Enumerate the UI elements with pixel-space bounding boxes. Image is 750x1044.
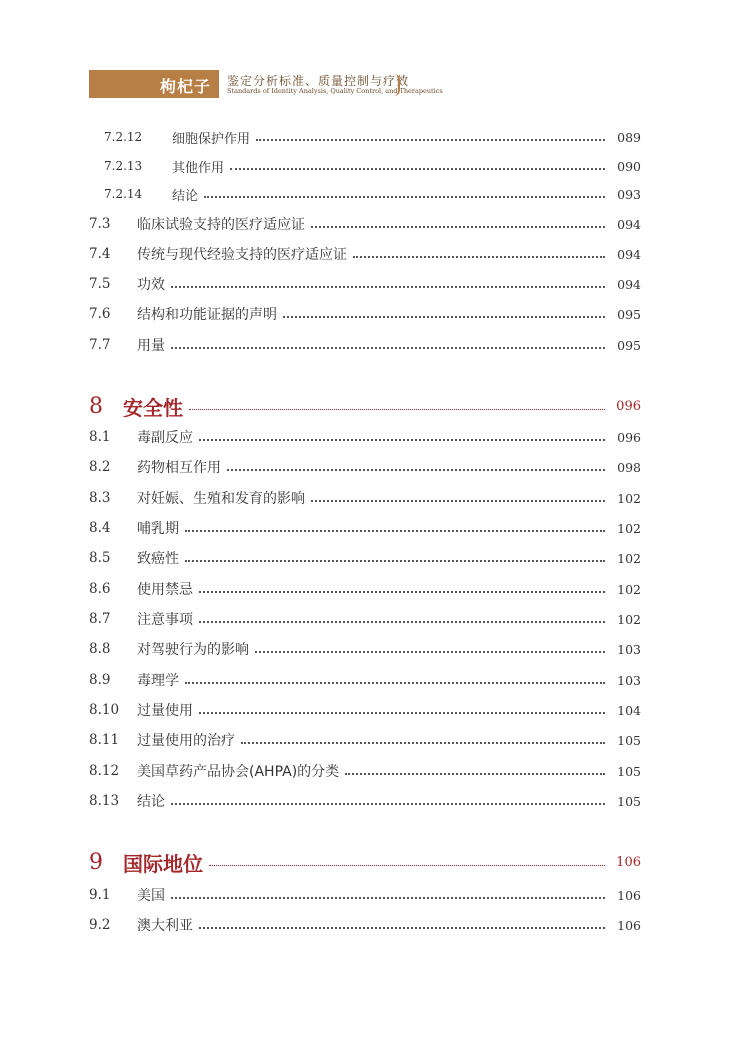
entry-title: 药物相互作用 (137, 460, 221, 476)
entry-page: 103 (617, 672, 641, 688)
chapter-number: 9 (89, 849, 103, 875)
entry-page: 095 (617, 306, 641, 322)
entry-title: 美国 (137, 888, 165, 904)
toc-entry-9-1[interactable] (89, 884, 641, 906)
entry-title: 注意事项 (137, 612, 193, 628)
entry-title: 细胞保护作用 (172, 131, 251, 147)
toc-entry-8-8[interactable] (89, 638, 641, 660)
entry-page: 102 (617, 581, 641, 597)
dot-leader (255, 651, 605, 653)
entry-title: 哺乳期 (137, 521, 179, 537)
toc-entry-8-6[interactable] (89, 578, 641, 600)
toc-entry-8-9[interactable] (89, 669, 641, 691)
entry-number: 8.7 (89, 611, 111, 627)
entry-page: 094 (617, 276, 641, 292)
dot-leader (204, 196, 605, 198)
entry-number: 7.7 (89, 337, 111, 353)
toc-entry-8-1[interactable] (89, 426, 641, 448)
dot-leader (185, 530, 605, 532)
toc-entry-7-2-14[interactable] (104, 183, 641, 205)
entry-number: 7.3 (89, 216, 111, 232)
book-subtitle-chinese: 鉴定分析标准、质量控制与疗效 (227, 74, 410, 88)
dot-leader (199, 621, 605, 623)
entry-number: 8.5 (89, 550, 111, 566)
toc-entry-8-5[interactable] (89, 547, 641, 569)
entry-title: 过量使用的治疗 (137, 733, 235, 749)
entry-number: 7.6 (89, 306, 111, 322)
entry-number: 8.6 (89, 581, 111, 597)
entry-page: 105 (617, 732, 641, 748)
dot-leader (171, 897, 605, 899)
toc-entry-7-6[interactable] (89, 303, 641, 325)
dot-leader (227, 469, 605, 471)
entry-title: 其他作用 (172, 160, 225, 176)
entry-page: 098 (617, 459, 641, 475)
dot-leader (353, 256, 605, 258)
entry-number: 8.11 (89, 732, 120, 748)
entry-page: 106 (617, 917, 641, 933)
entry-number: 7.2.12 (104, 130, 143, 144)
entry-title: 功效 (137, 277, 165, 293)
header-bracket-ornament (394, 74, 400, 96)
entry-number: 8.8 (89, 641, 111, 657)
entry-number: 7.5 (89, 276, 111, 292)
entry-title: 结构和功能证据的声明 (137, 307, 277, 323)
dot-leader (209, 865, 605, 866)
book-title: 枸杞子 (159, 77, 211, 96)
toc-entry-7-2-13[interactable] (104, 155, 641, 177)
toc-entry-8-10[interactable] (89, 699, 641, 721)
toc-entry-9-2[interactable] (89, 914, 641, 936)
entry-title: 使用禁忌 (137, 582, 193, 598)
running-header (89, 70, 443, 100)
toc-chapter-8[interactable] (89, 391, 641, 421)
entry-page: 089 (617, 129, 641, 145)
chapter-title: 国际地位 (123, 851, 203, 876)
entry-number: 7.4 (89, 246, 111, 262)
dot-leader (171, 347, 605, 349)
dot-leader (185, 560, 605, 562)
dot-leader (311, 226, 605, 228)
entry-number: 8.9 (89, 672, 111, 688)
toc-entry-8-2[interactable] (89, 456, 641, 478)
dot-leader (345, 773, 605, 775)
toc-entry-8-4[interactable] (89, 517, 641, 539)
toc-entry-8-7[interactable] (89, 608, 641, 630)
toc-entry-7-3[interactable] (89, 213, 641, 235)
dot-leader (311, 500, 605, 502)
toc-entry-8-12[interactable] (89, 760, 641, 782)
entry-number: 8.4 (89, 520, 111, 536)
entry-title: 澳大利亚 (137, 918, 193, 934)
entry-page: 094 (617, 246, 641, 262)
entry-number: 8.2 (89, 459, 111, 475)
entry-page: 095 (617, 337, 641, 353)
entry-number: 8.3 (89, 490, 111, 506)
entry-page: 093 (617, 186, 641, 202)
entry-page: 105 (617, 763, 641, 779)
dot-leader (230, 168, 605, 170)
entry-title: 用量 (137, 338, 165, 354)
dot-leader (256, 139, 605, 141)
brand-banner (89, 70, 219, 98)
entry-number: 8.10 (89, 702, 120, 718)
entry-page: 103 (617, 641, 641, 657)
entry-page: 105 (617, 793, 641, 809)
entry-number: 7.2.13 (104, 159, 143, 173)
entry-page: 104 (617, 702, 641, 718)
entry-page: 096 (617, 429, 641, 445)
entry-page: 090 (617, 158, 641, 174)
chapter-page: 096 (616, 398, 641, 414)
chapter-number: 8 (89, 393, 103, 419)
entry-number: 7.2.14 (104, 187, 143, 201)
dot-leader (199, 927, 605, 929)
dot-leader (171, 803, 605, 805)
entry-title: 传统与现代经验支持的医疗适应证 (137, 247, 347, 263)
entry-page: 102 (617, 611, 641, 627)
toc-entry-7-5[interactable] (89, 273, 641, 295)
toc-entry-8-11[interactable] (89, 729, 641, 751)
toc-entry-8-3[interactable] (89, 487, 641, 509)
entry-title: 结论 (137, 794, 165, 810)
entry-title: 过量使用 (137, 703, 193, 719)
dot-leader (185, 682, 605, 684)
entry-number: 8.1 (89, 429, 111, 445)
book-subtitle-english: Standards of Identity Analysis, Quality Control, and Therapeutics (227, 87, 443, 95)
entry-page: 106 (617, 887, 641, 903)
dot-leader (189, 409, 605, 410)
dot-leader (199, 439, 605, 441)
entry-number: 8.13 (89, 793, 120, 809)
chapter-page: 106 (616, 854, 641, 870)
entry-title: 美国草药产品协会(AHPA)的分类 (137, 764, 340, 780)
toc-entry-7-4[interactable] (89, 243, 641, 265)
entry-title: 结论 (172, 188, 199, 204)
dot-leader (283, 316, 605, 318)
entry-title: 毒副反应 (137, 430, 193, 446)
entry-number: 9.1 (89, 887, 111, 903)
entry-title: 临床试验支持的医疗适应证 (137, 217, 305, 233)
dot-leader (171, 286, 605, 288)
toc-entry-7-2-12[interactable] (104, 126, 641, 148)
toc-entry-8-13[interactable] (89, 790, 641, 812)
entry-title: 毒理学 (137, 673, 179, 689)
entry-number: 8.12 (89, 763, 120, 779)
entry-page: 102 (617, 520, 641, 536)
entry-title: 对妊娠、生殖和发育的影响 (137, 491, 305, 507)
dot-leader (199, 712, 605, 714)
entry-page: 094 (617, 216, 641, 232)
dot-leader (199, 591, 605, 593)
dot-leader (241, 742, 605, 744)
entry-page: 102 (617, 490, 641, 506)
entry-page: 102 (617, 550, 641, 566)
entry-number: 9.2 (89, 917, 111, 933)
toc-entry-7-7[interactable] (89, 334, 641, 356)
entry-title: 致癌性 (137, 551, 179, 567)
toc-chapter-9[interactable] (89, 847, 641, 877)
chapter-title: 安全性 (123, 395, 183, 420)
entry-title: 对驾驶行为的影响 (137, 642, 249, 658)
